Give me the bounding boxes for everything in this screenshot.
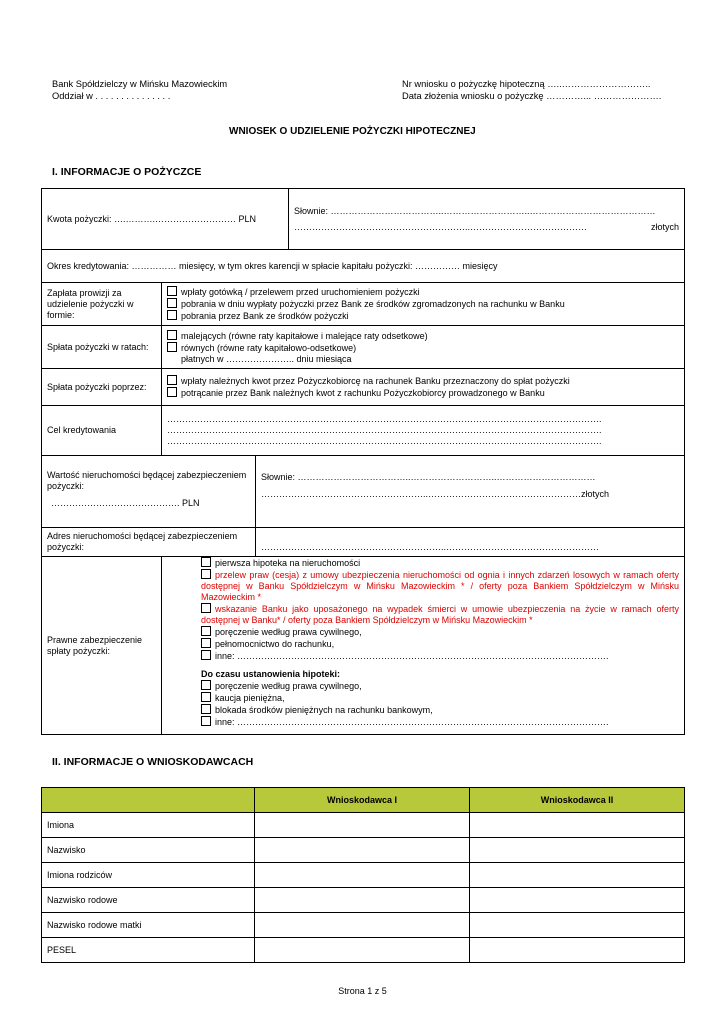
interim-security-heading: Do czasu ustanowienia hipoteki: [201,669,341,679]
applicant-1-cell[interactable] [255,938,470,963]
loan-amount-words-unit: złotych [651,221,680,232]
loan-amount-words-line1: Słownie: ………………………………..………………………..…………………………………… [294,205,656,216]
checkbox[interactable] [201,638,211,648]
applicant-1-header: Wnioskodawca I [255,788,470,813]
installments-option[interactable]: równych (równe raty kapitałowo-odsetkowe) [167,342,679,354]
branch-field[interactable]: Oddział w . . . . . . . . . . . . . . . [52,91,171,101]
property-words-line1: Słownie: ………………………………..………………………..…………………………… [261,472,596,482]
property-address-field[interactable]: ……………………………………………………..…………………………………………… [256,528,685,557]
application-number-field[interactable]: Nr wniosku o pożyczkę hipoteczną …..……………………….. [402,79,651,89]
table-row [42,888,685,913]
installments-option[interactable]: malejących (równe raty kapitałowe i malejące raty odsetkowe) [167,330,679,342]
checkbox[interactable] [201,716,211,726]
applicant-2-cell[interactable] [470,863,685,888]
commission-options [162,283,685,326]
property-value-label: Wartość nieruchomości będącej zabezpieczeniem pożyczki: [47,470,247,491]
applicant-1-cell[interactable] [255,838,470,863]
table-row [42,838,685,863]
checkbox[interactable] [167,298,177,308]
checkbox[interactable] [167,375,177,385]
security-option[interactable]: przelew praw (cesja) z umowy ubezpieczenia nieruchomości od ognia i innych zdarzeń losowych w ramach oferty dostępnej w Banku Spółdzielczym w Mińsku Mazowieckim * / oferty poza Bankiem Spółdzielczym w Mińsku Mazowieckim * [201,570,680,602]
loan-period-field[interactable]: Okres kredytowania: …………… miesięcy, w tym okres karencji w spłacie kapitału pożyczki: …………… miesięcy [42,250,685,283]
repayment-options [162,369,685,406]
applicant-2-cell[interactable] [470,813,685,838]
installments-day-field[interactable]: płatnych w ………………….. dniu miesiąca [181,353,352,364]
table-row [42,863,685,888]
security-option[interactable]: pierwsza hipoteka na nieruchomości [201,557,679,569]
checkbox[interactable] [201,569,211,579]
checkbox[interactable] [201,704,211,714]
interim-option[interactable]: poręczenie według prawa cywilnego, [201,680,679,692]
row-label: Imiona [42,813,255,838]
security-option[interactable]: wskazanie Banku jako uposażonego na wypadek śmierci w umowie ubezpieczenia na życie w ramach oferty dostępnej w Banku* / oferty poza Bankiem Spółdzielczym w Mińsku Mazowieckim * [201,604,680,625]
loan-info-table [41,188,685,735]
property-words-line2: ………………………………………………..……………………………………………złotych [261,489,610,499]
row-label: Nazwisko [42,838,255,863]
purpose-label: Cel kredytowania [42,406,162,456]
purpose-field[interactable]: ………………………………………………………………………………………………………………………………. ………………………………………………………………………………………………………………………………. ………………………………………………………………………………………………………………………………. [162,406,685,456]
property-value-cell[interactable] [42,456,256,528]
repayment-label: Spłata pożyczki poprzez: [42,369,162,406]
document-title: WNIOSEK O UDZIELENIE POŻYCZKI HIPOTECZNEJ [229,126,476,137]
table-row [42,813,685,838]
header-empty [42,788,255,813]
repayment-option[interactable]: potrącanie przez Bank należnych kwot z rachunku Pożyczkobiorcy prowadzonego w Banku [167,387,679,399]
checkbox[interactable] [201,603,211,613]
loan-amount-words-cell[interactable] [289,189,685,250]
interim-option[interactable]: blokada środków pieniężnych na rachunku bankowym, [201,704,679,716]
applicant-1-cell[interactable] [255,813,470,838]
interim-option[interactable]: inne: ……………………………………………………………………………………………………………. [201,716,679,728]
checkbox[interactable] [201,692,211,702]
checkbox[interactable] [201,626,211,636]
installments-options [162,326,685,369]
applicant-1-cell[interactable] [255,863,470,888]
property-address-label: Adres nieruchomości będącej zabezpieczeniem pożyczki: [42,528,256,557]
checkbox[interactable] [167,342,177,352]
applicant-2-cell[interactable] [470,938,685,963]
checkbox[interactable] [167,286,177,296]
applicants-table [41,787,685,963]
row-label: Nazwisko rodowe matki [42,913,255,938]
section-2-heading: II. INFORMACJE O WNIOSKODAWCACH [52,756,254,768]
security-options [162,557,685,735]
applicant-2-cell[interactable] [470,913,685,938]
row-label: Imiona rodziców [42,863,255,888]
applicant-1-cell[interactable] [255,913,470,938]
table-row [42,938,685,963]
property-value-words-cell[interactable] [256,456,685,528]
loan-amount-words-line2: …………………………………………………..………………………………… [294,221,588,232]
property-value-pln: ……………………………………. PLN [51,498,200,508]
checkbox[interactable] [167,330,177,340]
checkbox[interactable] [201,650,211,660]
applicant-1-cell[interactable] [255,888,470,913]
commission-option[interactable]: pobrania przez Bank ze środków pożyczki [167,310,679,322]
applicant-2-cell[interactable] [470,888,685,913]
commission-label: Zapłata prowizji za udzielenie pożyczki w formie: [42,283,162,326]
security-option[interactable]: pełnomocnictwo do rachunku, [201,638,679,650]
applicant-2-cell[interactable] [470,838,685,863]
applicant-2-header: Wnioskodawca II [470,788,685,813]
commission-option[interactable]: pobrania w dniu wypłaty pożyczki przez Bank ze środków zgromadzonych na rachunku w Banku [167,298,679,310]
row-label: PESEL [42,938,255,963]
bank-name: Bank Spółdzielczy w Mińsku Mazowieckim [52,79,228,89]
checkbox[interactable] [201,557,211,567]
section-1-heading: I. INFORMACJE O POŻYCZCE [52,166,202,178]
checkbox[interactable] [201,680,211,690]
loan-amount-field[interactable]: Kwota pożyczki: ….……….……………………… PLN [42,189,289,250]
checkbox[interactable] [167,310,177,320]
security-label: Prawne zabezpieczenie spłaty pożyczki: [42,557,162,735]
row-label: Nazwisko rodowe [42,888,255,913]
page-number: Strona 1 z 5 [338,986,387,996]
commission-option[interactable]: wpłaty gotówką / przelewem przed uruchomieniem pożyczki [167,286,679,298]
security-option[interactable]: poręczenie według prawa cywilnego, [201,626,679,638]
interim-option[interactable]: kaucja pieniężna, [201,692,679,704]
repayment-option[interactable]: wpłaty należnych kwot przez Pożyczkobiorcę na rachunek Banku przeznaczony do spłat pożyczki [167,375,679,387]
security-option[interactable]: inne: ……………………………………………………………………………………………………………. [201,650,679,662]
table-row [42,913,685,938]
installments-label: Spłata pożyczki w ratach: [42,326,162,369]
application-date-field[interactable]: Data złożenia wniosku o pożyczkę …………... …………………. [402,91,662,101]
checkbox[interactable] [167,387,177,397]
